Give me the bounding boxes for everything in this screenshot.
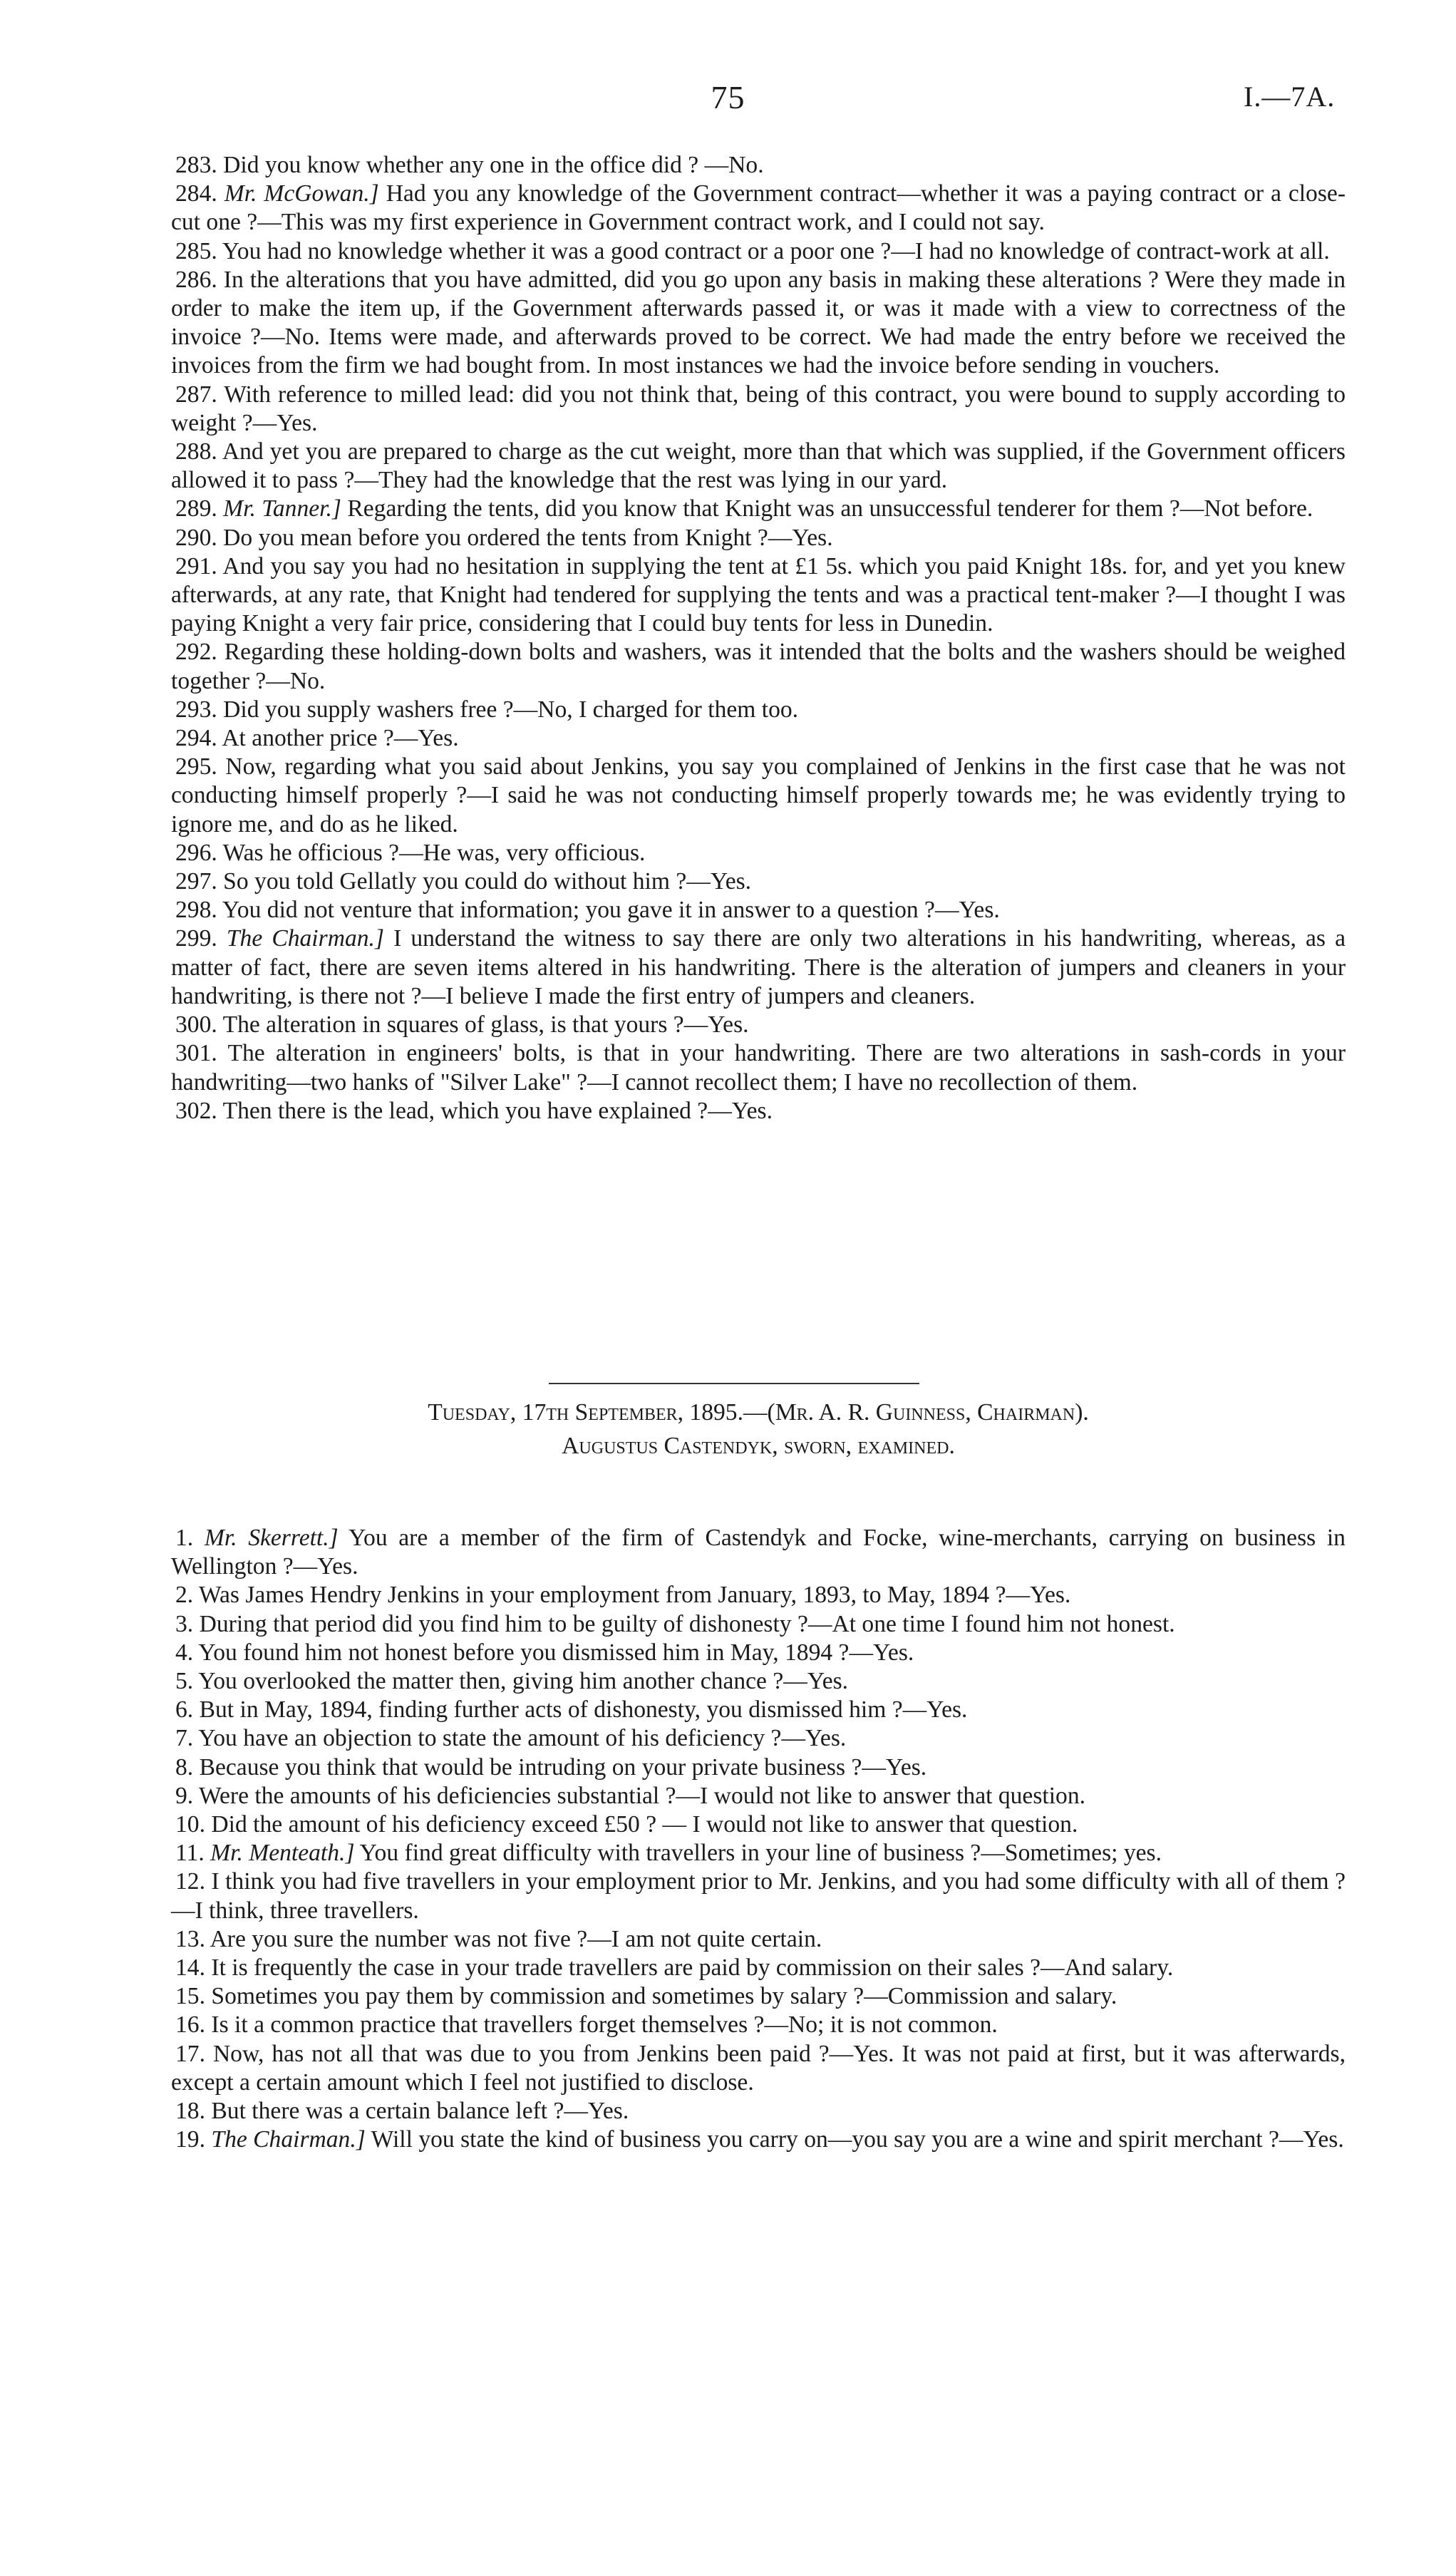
evidence-paragraph: [171, 1810, 1346, 1839]
evidence-paragraph: [171, 438, 1346, 495]
question-answer-text: Will you state the kind of business you carry on—you say you are a wine and spirit merchant ?—Yes.: [371, 2126, 1344, 2153]
question-answer-text: And you say you had no hesitation in supplying the tent at £1 5s. which you paid Knight 18s. for, and yet you knew afterwards, at any rate, that Knight had tendered for supplying the tents and was a practical tent-maker ?—I thought I was paying Knight a very fair price, considering that I could buy tents for less in Dunedin.: [171, 552, 1346, 637]
evidence-paragraph: [171, 381, 1346, 438]
question-answer-text: Had you any knowledge of the Government contract—whether it was a paying contract or a close-cut one ?—This was my first experience in Government contract work, and I could not say.: [171, 180, 1346, 236]
question-number: 7.: [175, 1725, 194, 1752]
question-number: 289.: [175, 495, 217, 522]
evidence-paragraph: [171, 2097, 1346, 2126]
question-answer-text: Were the amounts of his deficiencies substantial ?—I would not like to answer that question.: [198, 1782, 1086, 1809]
question-number: 9.: [175, 1782, 194, 1809]
question-answer-text: You have an objection to state the amount of his deficiency ?—Yes.: [198, 1725, 847, 1752]
question-number: 12.: [175, 1868, 205, 1895]
page-reference: I.—7A.: [1244, 81, 1336, 113]
evidence-paragraph: [171, 1011, 1346, 1039]
question-answer-text: Then there is the lead, which you have explained ?—Yes.: [222, 1097, 773, 1124]
evidence-paragraph: [171, 524, 1346, 552]
question-number: 16.: [175, 2011, 205, 2039]
evidence-paragraph: [171, 1524, 1346, 1581]
question-answer-text: Did you supply washers free ?—No, I charged for them too.: [223, 696, 799, 723]
question-number: 8.: [175, 1753, 194, 1781]
question-number: 285.: [175, 237, 217, 264]
question-answer-text: Sometimes you pay them by commission and sometimes by salary ?—Commission and salary.: [211, 1983, 1117, 2010]
evidence-paragraph: [171, 266, 1346, 381]
evidence-paragraph: [171, 2040, 1346, 2097]
evidence-paragraph: [171, 1039, 1346, 1096]
page-number: 75: [711, 79, 745, 115]
question-number: 293.: [175, 696, 217, 723]
evidence-paragraph: [171, 237, 1346, 266]
session-heading: Tuesday, 17th September, 1895.—(Mr. A. R. Guinness, Chairman).: [428, 1399, 1089, 1426]
question-number: 2.: [175, 1582, 194, 1609]
question-answer-text: With reference to milled lead: did you not think that, being of this contract, you were bound to supply according to weight ?—Yes.: [171, 381, 1346, 436]
question-number: 290.: [175, 524, 217, 551]
question-number: 1.: [175, 1525, 194, 1551]
question-number: 286.: [175, 266, 217, 293]
question-answer-text: You are a member of the firm of Castendyk and Focke, wine-merchants, carrying on business in Wellington ?—Yes.: [171, 1525, 1346, 1580]
question-answer-text: During that period did you find him to be guilty of dishonesty ?—At one time I found him not honest.: [199, 1610, 1175, 1637]
evidence-paragraph: [171, 724, 1346, 753]
question-answer-text: You find great difficulty with travellers in your line of business ?—Sometimes; yes.: [359, 1840, 1162, 1867]
evidence-section-2: [171, 1524, 1346, 2154]
question-number: 11.: [175, 1840, 205, 1867]
speaker-label: Mr. McGowan.]: [224, 180, 379, 207]
question-answer-text: Do you mean before you ordered the tents from Knight ?—Yes.: [223, 524, 833, 551]
question-answer-text: It is frequently the case in your trade travellers are paid by commission on their sales ?—And salary.: [211, 1954, 1174, 1982]
evidence-paragraph: [171, 867, 1346, 896]
evidence-paragraph: [171, 1667, 1346, 1696]
question-number: 5.: [175, 1668, 194, 1695]
question-number: 299.: [175, 925, 217, 952]
question-answer-text: Was he officious ?—He was, very officious.: [222, 839, 646, 866]
question-number: 287.: [175, 381, 217, 408]
question-answer-text: Are you sure the number was not five ?—I am not quite certain.: [210, 1925, 822, 1952]
question-answer-text: Did the amount of his deficiency exceed £50 ? — I would not like to answer that question.: [211, 1811, 1078, 1838]
question-number: 17.: [175, 2040, 205, 2067]
question-number: 301.: [175, 1040, 217, 1067]
evidence-paragraph: [171, 1753, 1346, 1782]
evidence-paragraph: [171, 180, 1346, 237]
evidence-paragraph: [171, 552, 1346, 639]
question-answer-text: You had no knowledge whether it was a good contract or a poor one ?—I had no knowledge of contract-work at all.: [222, 237, 1330, 264]
question-answer-text: Now, has not all that was due to you from Jenkins been paid ?—Yes. It was not paid at first, but it was afterwards, except a certain amount which I feel not justified to disclose.: [171, 2040, 1346, 2096]
evidence-paragraph: [171, 1581, 1346, 1609]
speaker-label: Mr. Tanner.]: [223, 495, 341, 522]
question-answer-text: But there was a certain balance left ?—Yes.: [211, 2098, 629, 2125]
question-answer-text: But in May, 1894, finding further acts of dishonesty, you dismissed him ?—Yes.: [199, 1696, 968, 1724]
evidence-paragraph: [171, 896, 1346, 924]
question-answer-text: You did not venture that information; you gave it in answer to a question ?—Yes.: [222, 897, 1000, 924]
question-answer-text: So you told Gellatly you could do without him ?—Yes.: [223, 868, 752, 895]
question-number: 6.: [175, 1696, 194, 1724]
speaker-label: The Chairman.]: [226, 925, 384, 952]
question-number: 15.: [175, 1983, 205, 2010]
question-number: 14.: [175, 1954, 205, 1982]
question-number: 292.: [175, 639, 217, 666]
question-answer-text: In the alterations that you have admitted, did you go upon any basis in making these alterations ? Were they made in order to make the item up, if the Government afterwards passed it, or was it made with a view to correctness of the invoice ?—No. Items were made, and afterwards proved to be correct. We had made the entry before we received the invoices from the firm we had bought from. In most instances we had the invoice before sending in vouchers.: [171, 266, 1346, 379]
question-number: 296.: [175, 839, 217, 866]
question-answer-text: And yet you are prepared to charge as the cut weight, more than that which was supplied, if the Government officers allowed it to pass ?—They had the knowledge that the rest was lying in our yard.: [171, 438, 1346, 494]
question-number: 295.: [175, 753, 217, 780]
speaker-label: Mr. Menteath.]: [210, 1840, 355, 1867]
evidence-paragraph: [171, 1925, 1346, 1954]
evidence-paragraph: [171, 924, 1346, 1011]
question-number: 283.: [175, 152, 217, 178]
evidence-paragraph: [171, 1982, 1346, 2011]
question-answer-text: Regarding these holding-down bolts and washers, was it intended that the bolts and the washers should be weighed together ?—No.: [171, 639, 1346, 694]
question-number: 18.: [175, 2098, 205, 2125]
question-number: 298.: [175, 897, 217, 924]
evidence-paragraph: [171, 151, 1346, 180]
evidence-paragraph: [171, 1782, 1346, 1810]
evidence-paragraph: [171, 696, 1346, 724]
evidence-paragraph: [171, 1839, 1346, 1867]
question-answer-text: Because you think that would be intruding on your private business ?—Yes.: [199, 1753, 927, 1781]
question-answer-text: The alteration in engineers' bolts, is that in your handwriting. There are two alterations in sash-cords in your handwriting—two hanks of "Silver Lake" ?—I cannot recollect them; I have no recollection of them.: [171, 1040, 1346, 1096]
question-number: 10.: [175, 1811, 205, 1838]
evidence-paragraph: [171, 1867, 1346, 1925]
question-answer-text: Regarding the tents, did you know that Knight was an unsuccessful tenderer for them ?—Not before.: [347, 495, 1313, 522]
question-number: 4.: [175, 1639, 194, 1666]
question-answer-text: I understand the witness to say there are only two alterations in his handwriting, whereas, as a matter of fact, there are seven items altered in his handwriting. There is the alteration of jumpers and cleaners in your handwriting, is there not ?—I believe I made the first entry of jumpers and cleaners.: [171, 925, 1346, 1009]
witness-line: Augustus Castendyk, sworn, examined.: [562, 1433, 955, 1459]
question-answer-text: You overlooked the matter then, giving him another chance ?—Yes.: [198, 1668, 849, 1695]
evidence-paragraph: [171, 495, 1346, 523]
evidence-paragraph: [171, 1696, 1346, 1724]
question-answer-text: The alteration in squares of glass, is that yours ?—Yes.: [222, 1011, 749, 1039]
question-number: 284.: [175, 180, 217, 207]
question-answer-text: Is it a common practice that travellers forget themselves ?—No; it is not common.: [211, 2011, 998, 2039]
question-answer-text: Did you know whether any one in the office did ? —No.: [223, 152, 764, 178]
evidence-paragraph: [171, 1724, 1346, 1753]
question-number: 19.: [175, 2126, 205, 2153]
question-number: 300.: [175, 1011, 217, 1039]
evidence-paragraph: [171, 638, 1346, 695]
question-answer-text: You found him not honest before you dismissed him in May, 1894 ?—Yes.: [198, 1639, 914, 1666]
question-number: 288.: [175, 438, 217, 465]
speaker-label: The Chairman.]: [211, 2126, 366, 2153]
section-divider: [549, 1383, 919, 1384]
speaker-label: Mr. Skerrett.]: [204, 1525, 339, 1551]
question-answer-text: Was James Hendry Jenkins in your employment from January, 1893, to May, 1894 ?—Yes.: [198, 1582, 1071, 1609]
evidence-paragraph: [171, 1639, 1346, 1667]
question-answer-text: Now, regarding what you said about Jenkins, you say you complained of Jenkins in the first case that he was not conducting himself properly ?—I said he was not conducting himself properly towards me; he was evidently trying to ignore me, and do as he liked.: [171, 753, 1346, 838]
evidence-paragraph: [171, 2126, 1346, 2154]
evidence-paragraph: [171, 1097, 1346, 1125]
evidence-paragraph: [171, 839, 1346, 867]
question-number: 291.: [175, 552, 217, 579]
question-number: 294.: [175, 725, 217, 752]
question-number: 3.: [175, 1610, 194, 1637]
evidence-paragraph: [171, 2011, 1346, 2039]
evidence-paragraph: [171, 1610, 1346, 1639]
question-answer-text: I think you had five travellers in your employment prior to Mr. Jenkins, and you had some difficulty with all of them ?—I think, three travellers.: [171, 1868, 1346, 1924]
evidence-paragraph: [171, 1954, 1346, 1982]
evidence-section-1: [171, 151, 1346, 1125]
evidence-paragraph: [171, 753, 1346, 839]
question-number: 302.: [175, 1097, 217, 1124]
question-number: 297.: [175, 868, 217, 895]
question-answer-text: At another price ?—Yes.: [222, 725, 459, 752]
question-number: 13.: [175, 1925, 205, 1952]
